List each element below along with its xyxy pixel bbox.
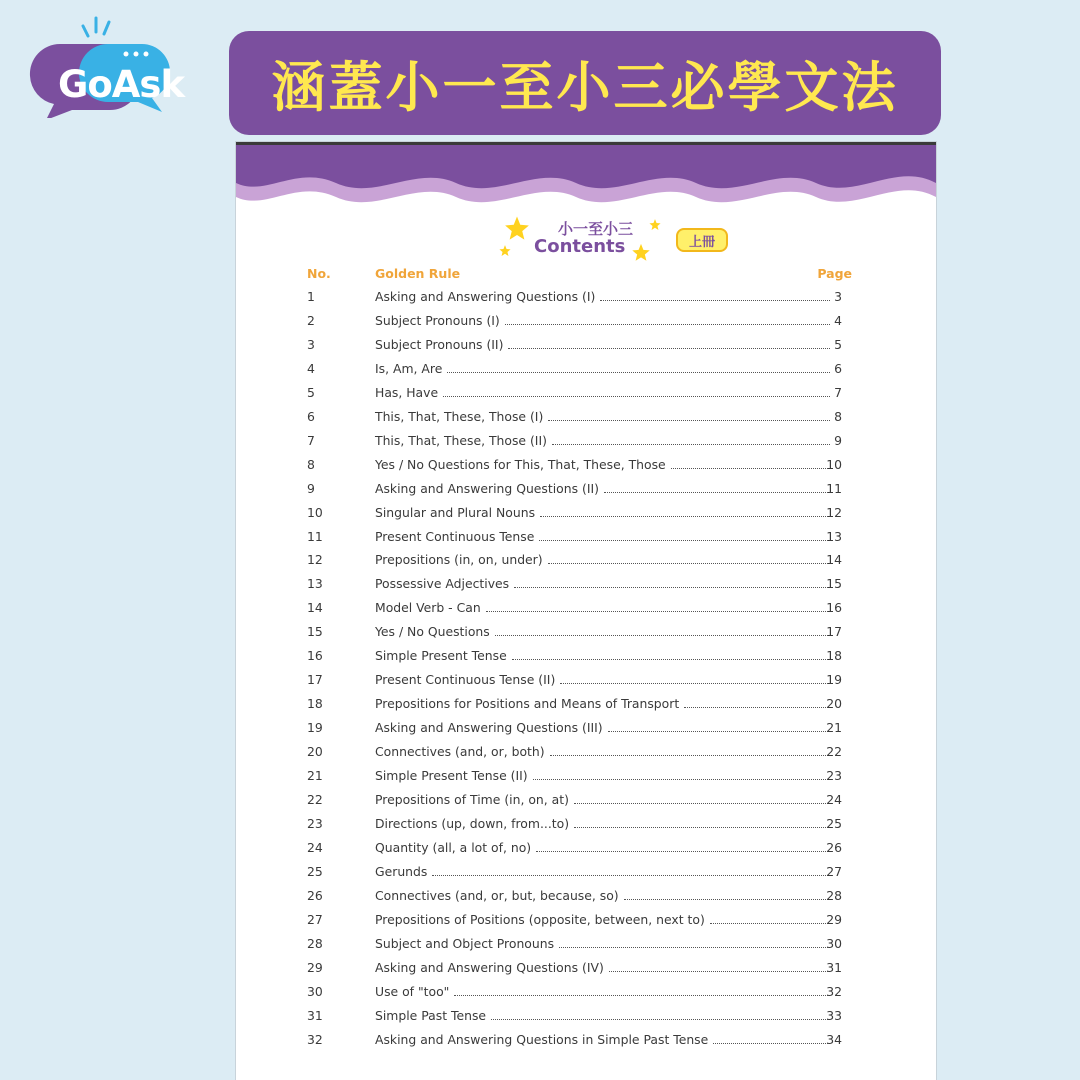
row-rule-title: Directions (up, down, from...to) [375, 815, 570, 831]
row-page-number: 26 [826, 839, 842, 855]
row-rule-line [375, 457, 830, 472]
row-rule-line [375, 505, 830, 520]
dot-leader [540, 506, 830, 517]
row-rule-line [375, 361, 830, 376]
row-rule-line [375, 313, 830, 328]
row-rule-title: Asking and Answering Questions in Simple Past Tense [375, 1031, 709, 1047]
dot-leader [550, 745, 830, 756]
row-number: 31 [307, 1007, 323, 1023]
column-header-rule: Golden Rule [375, 266, 461, 281]
row-page-number: 27 [826, 863, 842, 879]
row-number: 18 [307, 696, 323, 712]
row-rule-title: Present Continuous Tense (II) [375, 672, 556, 688]
contents-row [236, 693, 936, 717]
row-number: 27 [307, 911, 323, 927]
column-header-page: Page [817, 266, 852, 281]
row-page-number: 7 [834, 384, 842, 400]
contents-row [236, 813, 936, 837]
row-rule-line [375, 984, 830, 999]
row-rule-line [375, 433, 830, 448]
dot-leader [624, 889, 830, 900]
dot-leader [491, 1009, 830, 1020]
row-page-number: 28 [826, 887, 842, 903]
contents-page [236, 142, 936, 1080]
row-number: 3 [307, 336, 315, 352]
contents-row [236, 549, 936, 573]
row-rule-title: Has, Have [375, 384, 439, 400]
row-rule-line [375, 648, 830, 663]
contents-row [236, 909, 936, 933]
row-number: 22 [307, 792, 323, 808]
contents-row [236, 382, 936, 406]
row-number: 24 [307, 839, 323, 855]
star-icon [502, 214, 532, 244]
row-rule-title: This, That, These, Those (II) [375, 432, 547, 448]
dot-leader [536, 841, 830, 852]
row-rule-title: Simple Present Tense (II) [375, 768, 528, 784]
row-page-number: 8 [834, 408, 842, 424]
row-rule-line [375, 409, 830, 424]
row-number: 11 [307, 528, 323, 544]
dot-leader [600, 290, 830, 301]
dot-leader [447, 362, 830, 373]
contents-row [236, 478, 936, 502]
row-rule-line [375, 888, 830, 903]
row-number: 8 [307, 456, 315, 472]
row-page-number: 9 [834, 432, 842, 448]
row-rule-line [375, 337, 830, 352]
row-rule-line [375, 816, 830, 831]
row-rule-title: Is, Am, Are [375, 360, 443, 376]
dot-leader [713, 1033, 830, 1044]
star-icon [498, 244, 512, 258]
contents-row [236, 1005, 936, 1029]
row-number: 29 [307, 959, 323, 975]
contents-row [236, 717, 936, 741]
contents-row [236, 1029, 936, 1053]
row-page-number: 12 [826, 504, 842, 520]
dot-leader [533, 769, 830, 780]
contents-row [236, 358, 936, 382]
row-number: 16 [307, 648, 323, 664]
row-rule-line [375, 840, 830, 855]
contents-row [236, 957, 936, 981]
row-page-number: 31 [826, 959, 842, 975]
row-rule-line [375, 720, 830, 735]
row-page-number: 23 [826, 768, 842, 784]
row-rule-line [375, 864, 830, 879]
wave-header-decoration [236, 145, 936, 215]
row-page-number: 11 [826, 480, 842, 496]
row-page-number: 5 [834, 336, 842, 352]
dot-leader [604, 482, 830, 493]
row-rule-title: Prepositions of Positions (opposite, between, next to) [375, 911, 705, 927]
contents-row [236, 406, 936, 430]
row-rule-title: Yes / No Questions [375, 624, 490, 640]
dot-leader [548, 553, 830, 564]
contents-row [236, 669, 936, 693]
dot-leader [671, 458, 830, 469]
contents-row [236, 981, 936, 1005]
row-rule-line [375, 936, 830, 951]
row-rule-title: Present Continuous Tense [375, 528, 535, 544]
star-icon [630, 242, 652, 264]
star-icon [648, 218, 662, 232]
row-page-number: 34 [826, 1031, 842, 1047]
row-page-number: 25 [826, 815, 842, 831]
contents-row [236, 789, 936, 813]
row-rule-title: Quantity (all, a lot of, no) [375, 839, 532, 855]
dot-leader [454, 985, 830, 996]
row-page-number: 3 [834, 289, 842, 304]
row-rule-title: Simple Present Tense [375, 648, 507, 664]
row-rule-title: Asking and Answering Questions (IV) [375, 959, 604, 975]
row-rule-title: Simple Past Tense [375, 1007, 487, 1023]
row-number: 32 [307, 1031, 323, 1047]
row-rule-line [375, 1032, 830, 1047]
row-number: 1 [307, 289, 315, 304]
row-rule-title: Asking and Answering Questions (III) [375, 720, 603, 736]
row-rule-line [375, 289, 830, 304]
row-page-number: 33 [826, 1007, 842, 1023]
row-number: 19 [307, 720, 323, 736]
dot-leader [608, 721, 830, 732]
row-rule-line [375, 672, 830, 687]
row-page-number: 24 [826, 792, 842, 808]
contents-row [236, 526, 936, 550]
contents-row [236, 621, 936, 645]
row-rule-title: Yes / No Questions for This, That, These, Those [375, 456, 666, 472]
row-rule-line [375, 385, 830, 400]
row-page-number: 14 [826, 552, 842, 568]
dot-leader [559, 937, 830, 948]
row-rule-title: Model Verb - Can [375, 600, 481, 616]
row-number: 12 [307, 552, 323, 568]
dot-leader [508, 338, 830, 349]
row-rule-title: Gerunds [375, 863, 428, 879]
dot-leader [560, 673, 830, 684]
row-page-number: 15 [826, 576, 842, 592]
contents-row [236, 861, 936, 885]
row-page-number: 16 [826, 600, 842, 616]
row-page-number: 20 [826, 696, 842, 712]
heading-contents: Contents [534, 236, 626, 257]
contents-row [236, 885, 936, 909]
row-rule-line [375, 960, 830, 975]
row-page-number: 29 [826, 911, 842, 927]
row-number: 28 [307, 935, 323, 951]
contents-list [236, 286, 936, 1053]
contents-row [236, 765, 936, 789]
row-rule-line [375, 529, 830, 544]
row-rule-title: Subject Pronouns (II) [375, 336, 504, 352]
row-page-number: 4 [834, 312, 842, 328]
row-rule-title: Subject Pronouns (I) [375, 312, 500, 328]
row-rule-line [375, 696, 830, 711]
dot-leader [548, 410, 830, 421]
row-rule-title: Singular and Plural Nouns [375, 504, 536, 520]
row-page-number: 13 [826, 528, 842, 544]
row-rule-line [375, 576, 830, 591]
dot-leader [574, 817, 830, 828]
row-rule-title: Prepositions (in, on, under) [375, 552, 543, 568]
row-number: 15 [307, 624, 323, 640]
row-number: 13 [307, 576, 323, 592]
column-header-no: No. [307, 266, 331, 281]
contents-row [236, 310, 936, 334]
dot-leader [684, 697, 830, 708]
dot-leader [539, 530, 830, 541]
row-rule-line [375, 624, 830, 639]
row-number: 10 [307, 504, 323, 520]
row-rule-title: Connectives (and, or, but, because, so) [375, 887, 619, 903]
goask-logo [20, 14, 185, 118]
row-page-number: 10 [826, 456, 842, 472]
row-rule-line [375, 481, 830, 496]
row-number: 30 [307, 983, 323, 999]
dot-leader [505, 314, 830, 325]
banner-title: 涵蓋小一至小三必學文法 [271, 55, 899, 119]
row-rule-line [375, 552, 830, 567]
row-rule-title: Asking and Answering Questions (I) [375, 289, 596, 304]
row-rule-title: Prepositions for Positions and Means of Transport [375, 696, 680, 712]
dot-leader [495, 625, 830, 636]
row-number: 23 [307, 815, 323, 831]
row-rule-title: Prepositions of Time (in, on, at) [375, 792, 569, 808]
row-number: 7 [307, 432, 315, 448]
dot-leader [609, 961, 830, 972]
contents-row [236, 933, 936, 957]
row-rule-line [375, 600, 830, 615]
row-number: 5 [307, 384, 315, 400]
row-page-number: 18 [826, 648, 842, 664]
row-page-number: 6 [834, 360, 842, 376]
dot-leader [514, 577, 830, 588]
row-rule-line [375, 1008, 830, 1023]
contents-row [236, 454, 936, 478]
volume-badge: 上冊 [676, 228, 728, 252]
contents-row [236, 430, 936, 454]
row-rule-title: Connectives (and, or, both) [375, 744, 545, 760]
row-number: 14 [307, 600, 323, 616]
row-page-number: 30 [826, 935, 842, 951]
row-number: 6 [307, 408, 315, 424]
row-page-number: 22 [826, 744, 842, 760]
contents-row [236, 286, 936, 310]
row-rule-title: Subject and Object Pronouns [375, 935, 555, 951]
row-page-number: 19 [826, 672, 842, 688]
row-number: 17 [307, 672, 323, 688]
row-rule-title: This, That, These, Those (I) [375, 408, 544, 424]
row-rule-title: Possessive Adjectives [375, 576, 510, 592]
row-number: 21 [307, 768, 323, 784]
row-number: 9 [307, 480, 315, 496]
dot-leader [512, 649, 830, 660]
dot-leader [443, 386, 830, 397]
contents-row [236, 573, 936, 597]
row-number: 2 [307, 312, 315, 328]
contents-row [236, 645, 936, 669]
dot-leader [574, 793, 830, 804]
row-number: 25 [307, 863, 323, 879]
contents-row [236, 502, 936, 526]
row-page-number: 32 [826, 983, 842, 999]
row-rule-line [375, 912, 830, 927]
row-number: 4 [307, 360, 315, 376]
title-banner [229, 31, 941, 135]
contents-row [236, 837, 936, 861]
row-rule-line [375, 792, 830, 807]
row-number: 20 [307, 744, 323, 760]
logo-text: GoAsk [58, 63, 185, 106]
row-rule-title: Asking and Answering Questions (II) [375, 480, 599, 496]
contents-row [236, 597, 936, 621]
contents-row [236, 741, 936, 765]
row-rule-title: Use of "too" [375, 983, 450, 999]
dot-leader [552, 434, 830, 445]
row-number: 26 [307, 887, 323, 903]
dot-leader [710, 913, 830, 924]
row-rule-line [375, 768, 830, 783]
contents-heading [236, 214, 936, 270]
dot-leader [432, 865, 830, 876]
heading-chinese: 小一至小三 [558, 220, 634, 238]
row-rule-line [375, 744, 830, 759]
contents-row [236, 334, 936, 358]
row-page-number: 17 [826, 624, 842, 640]
dot-leader [486, 601, 830, 612]
row-page-number: 21 [826, 720, 842, 736]
